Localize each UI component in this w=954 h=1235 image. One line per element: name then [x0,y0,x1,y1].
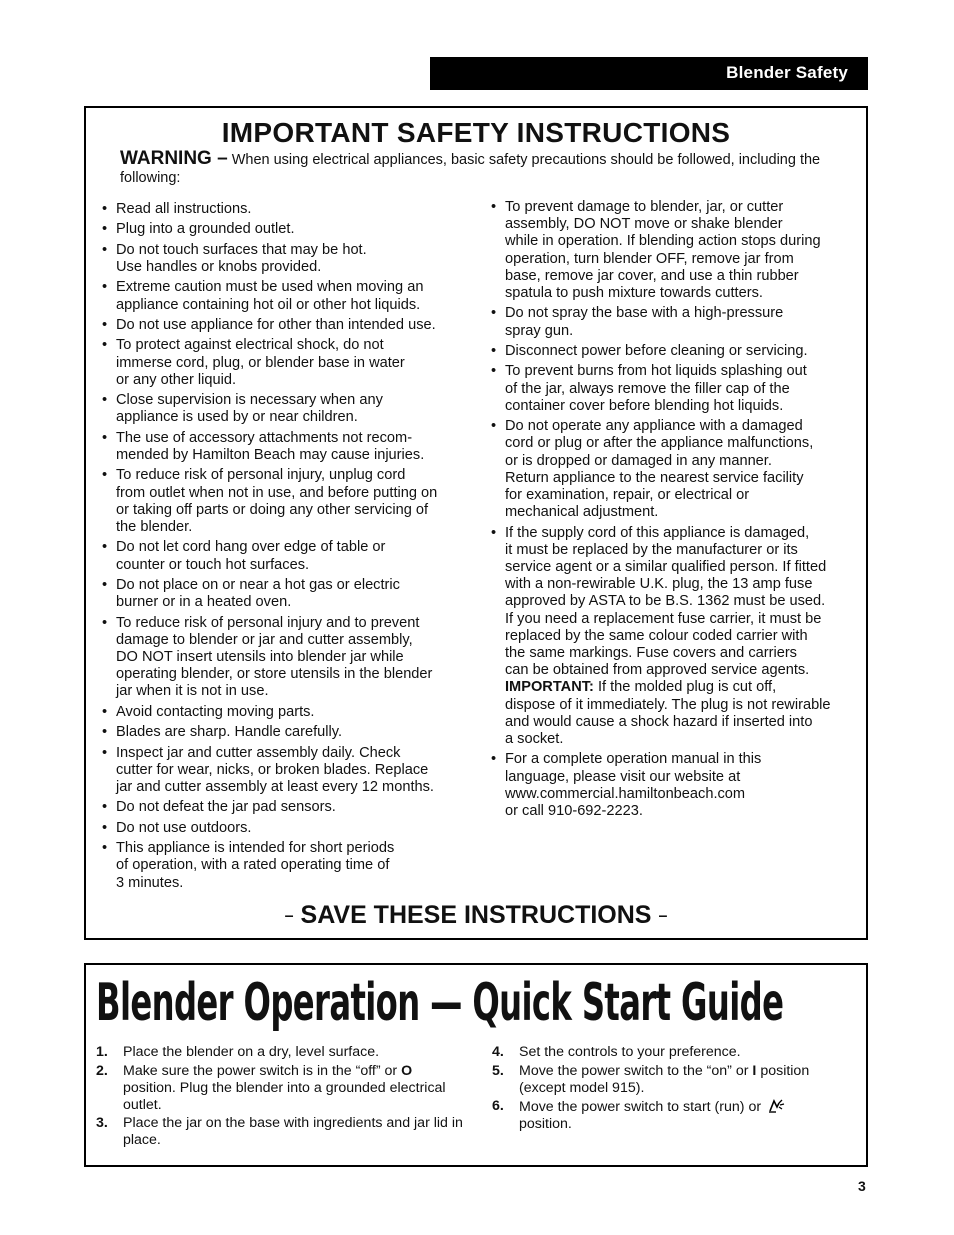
guide-steps-right [492,1044,842,1135]
step-text: Set the controls to your preference. [519,1044,741,1060]
guide-step [96,1044,466,1061]
safety-item: • Do not use appliance for other than intended use. [102,317,472,334]
safety-item: • Inspect jar and cutter assembly daily. Check cutter for wear, nicks, or broken blades. Replace jar and cutter assembly at least every 12 months. [102,745,472,797]
step-number: 1. [96,1044,108,1060]
off-symbol: O [401,1062,413,1079]
safety-item: • To reduce risk of personal injury and to prevent damage to blender or jar and cutter assembly, DO NOT insert utensils into blender jar while operating blender, or store utensils in the blender jar when it is not in use. [102,615,472,701]
guide-step [96,1115,466,1149]
safety-item: • Do not touch surfaces that may be hot. Use handles or knobs provided. [102,242,472,276]
step-text: Move the power switch to the “on” or [519,1062,753,1079]
step-number: 2. [96,1062,108,1079]
important-text: If the molded plug is cut off, dispose of it immediately. The plug is not rewirable and would cause a shock hazard if inserted into a socket. [505,679,831,748]
step-text: Make sure the power switch is in the “off” or [123,1062,402,1079]
safety-item: • Read all instructions. [102,201,472,218]
guide-title: Blender Operation — Quick Start Guide [96,973,784,1033]
step-number: 5. [492,1062,504,1079]
safety-item: • Do not let cord hang over edge of table or counter or touch hot surfaces. [102,539,472,573]
safety-item: • Do not operate any appliance with a damaged cord or plug or after the appliance malfunctions, or is dropped or damaged in any manner. Return appliance to the nearest service facility for examination, repair, or electrical or mechanical adjustment. [491,418,866,521]
section-title: Blender Safety [726,63,848,82]
safety-item-supply-cord [491,525,866,749]
safety-item: • Do not defeat the jar pad sensors. [102,799,472,816]
guide-steps-left [96,1044,466,1151]
safety-item: • To protect against electrical shock, do not immerse cord, plug, or blender base in water or any other liquid. [102,337,472,389]
safety-item: • Do not place on or near a hot gas or electric burner or in a heated oven. [102,577,472,611]
warning-text: When using electrical appliances, basic safety precautions should be followed, including the following: [120,152,821,186]
guide-step [492,1044,842,1061]
step-text: position. Plug the blender into a grounded electrical outlet. [123,1079,446,1113]
safety-item: • Extreme caution must be used when moving an appliance containing hot oil or other hot liquids. [102,279,472,313]
safety-item: • This appliance is intended for short periods of operation, with a rated operating time of 3 minutes. [102,840,472,892]
safety-list-left [102,201,472,895]
important-label: IMPORTANT: [505,679,594,696]
step-text: Place the jar on the base with ingredients and jar lid in place. [123,1115,463,1148]
save-dash-right: – [658,907,668,925]
step-text: Place the blender on a dry, level surface. [123,1044,380,1060]
safety-instructions-box [84,106,868,940]
safety-item: • To prevent damage to blender, jar, or cutter assembly, DO NOT move or shake blender while in operation. If blending action stops during operation, turn blender OFF, remove jar from base, remove jar cover, and use a thin rubber spatula to push mixture towards cutters. [491,199,866,302]
step-number: 4. [492,1044,504,1060]
on-symbol: I [752,1062,757,1079]
safety-item: • Do not use outdoors. [102,820,472,837]
blender-pulse-icon [767,1098,787,1114]
step-text: Move the power switch to start (run) or [519,1099,762,1115]
safety-item: • Disconnect power before cleaning or servicing. [491,343,866,360]
step-text: position (except model 915). [519,1062,810,1096]
step-number: 6. [492,1098,504,1114]
page-number: 3 [858,1178,866,1194]
guide-step [492,1098,842,1133]
warning-paragraph [120,150,856,187]
safety-item: • Do not spray the base with a high-pressure spray gun. [491,305,866,339]
step-text: position. [519,1116,572,1132]
save-dash-left: – [284,907,294,925]
safety-title: IMPORTANT SAFETY INSTRUCTIONS [221,117,731,148]
safety-item: • The use of accessory attachments not recom- mended by Hamilton Beach may cause injuries. [102,430,472,464]
safety-item: • Blades are sharp. Handle carefully. [102,724,472,741]
guide-step [492,1063,842,1097]
safety-item: • Close supervision is necessary when any appliance is used by or near children. [102,392,472,426]
supply-cord-text: If the supply cord of this appliance is damaged, it must be replaced by the manufacturer or its service agent or a similar qualified person. If fitted with a non-rewirable U.K. plug, the 13 amp fuse approved by ASTA to be B.S. 1362 must be used. If you need a replacement fuse carrier, it must be replaced by the same colour coded carrier with the same markings. Fuse covers and carriers can be obtained from approved service agents. [505,524,827,679]
step-number: 3. [96,1115,108,1131]
safety-list-right [491,199,866,823]
save-instructions-heading [86,901,866,930]
safety-item: • To reduce risk of personal injury, unplug cord from outlet when not in use, and before putting on or taking off parts or doing any other servicing of the blender. [102,467,472,536]
warning-label: WARNING – [120,148,228,169]
section-header [430,57,868,90]
guide-step [96,1063,466,1114]
safety-item-manual: • For a complete operation manual in this language, please visit our website at www.commercial.hamiltonbeach.com or call 910-692-2223. [491,751,866,820]
save-text: SAVE THESE INSTRUCTIONS [300,901,652,929]
safety-item: • Avoid contacting moving parts. [102,704,472,721]
safety-item: • Plug into a grounded outlet. [102,221,472,238]
safety-item: • To prevent burns from hot liquids splashing out of the jar, always remove the filler cap of the container cover before blending hot liquids. [491,363,866,415]
quick-start-guide-box [84,963,868,1167]
